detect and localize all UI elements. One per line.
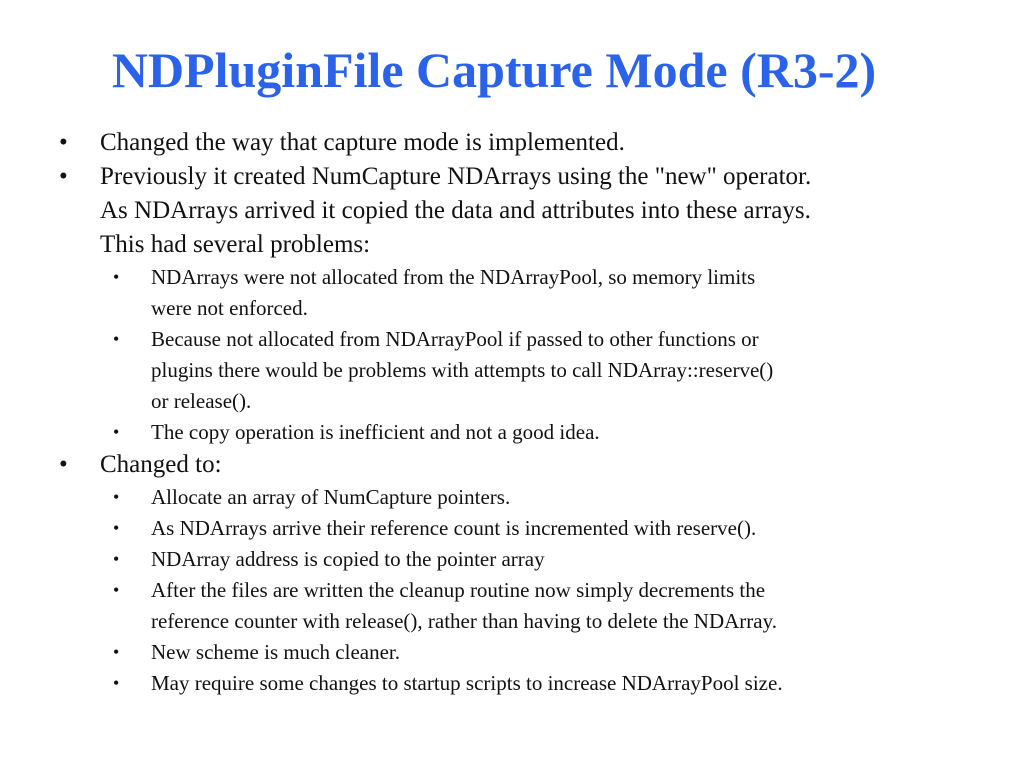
bullet-text-line: NDArrays were not allocated from the NDArrayPool, so memory limits [151, 265, 756, 289]
bullet-item [0, 448, 940, 482]
bullet-dot: • [59, 451, 68, 478]
bullet-text-line: reference counter with release(), rather than having to delete the NDArray. [151, 609, 777, 633]
bullet-dot: • [59, 163, 68, 190]
bullet-dot: • [113, 329, 120, 349]
sub-bullet-item [0, 575, 931, 637]
bullet-dot: • [113, 422, 120, 442]
bullet-text-line: This had several problems: [100, 231, 371, 258]
bullet-text-line: Because not allocated from NDArrayPool if passed to other functions or [151, 327, 759, 351]
slide-title: NDPluginFile Capture Mode (R3-2) [111, 42, 877, 98]
bullet-text-line: were not enforced. [151, 296, 308, 320]
bullet-text-line: plugins there would be problems with attempts to call NDArray::reserve() [151, 358, 774, 382]
bullet-dot: • [113, 549, 120, 569]
sub-bullet-item [0, 482, 931, 513]
bullet-text-line: The copy operation is inefficient and not a good idea. [151, 420, 600, 444]
sub-bullet-item [0, 668, 931, 699]
bullet-dot: • [113, 518, 120, 538]
bullet-dot: • [113, 487, 120, 507]
bullet-text-line: or release(). [151, 389, 252, 413]
sub-bullet-item [0, 544, 931, 575]
sub-bullet-item [0, 417, 931, 448]
bullet-text-line: Previously it created NumCapture NDArrays using the "new" operator. [100, 163, 812, 190]
bullet-dot: • [113, 267, 120, 287]
bullet-text-line: New scheme is much cleaner. [151, 640, 400, 664]
bullet-text-line: Allocate an array of NumCapture pointers. [151, 485, 511, 509]
bullet-dot: • [59, 129, 68, 156]
sub-bullet-item [0, 262, 931, 324]
bullet-text-line: NDArray address is copied to the pointer array [151, 547, 545, 571]
bullet-text-line: Changed the way that capture mode is implemented. [100, 129, 625, 156]
bullet-dot: • [113, 580, 120, 600]
bullet-item [0, 126, 940, 160]
bullet-text-line: After the files are written the cleanup routine now simply decrements the [151, 578, 766, 602]
bullet-text-line: As NDArrays arrived it copied the data and attributes into these arrays. [100, 197, 811, 224]
bullet-item [0, 160, 940, 262]
sub-bullet-item [0, 513, 931, 544]
bullet-dot: • [113, 673, 120, 693]
bullet-dot: • [113, 642, 120, 662]
bullet-text-line: As NDArrays arrive their reference count is incremented with reserve(). [151, 516, 757, 540]
bullet-list [0, 126, 1024, 699]
bullet-text-line: May require some changes to startup scripts to increase NDArrayPool size. [151, 671, 783, 695]
sub-bullet-item [0, 637, 931, 668]
sub-bullet-item [0, 324, 931, 417]
bullet-text-line: Changed to: [100, 451, 222, 478]
